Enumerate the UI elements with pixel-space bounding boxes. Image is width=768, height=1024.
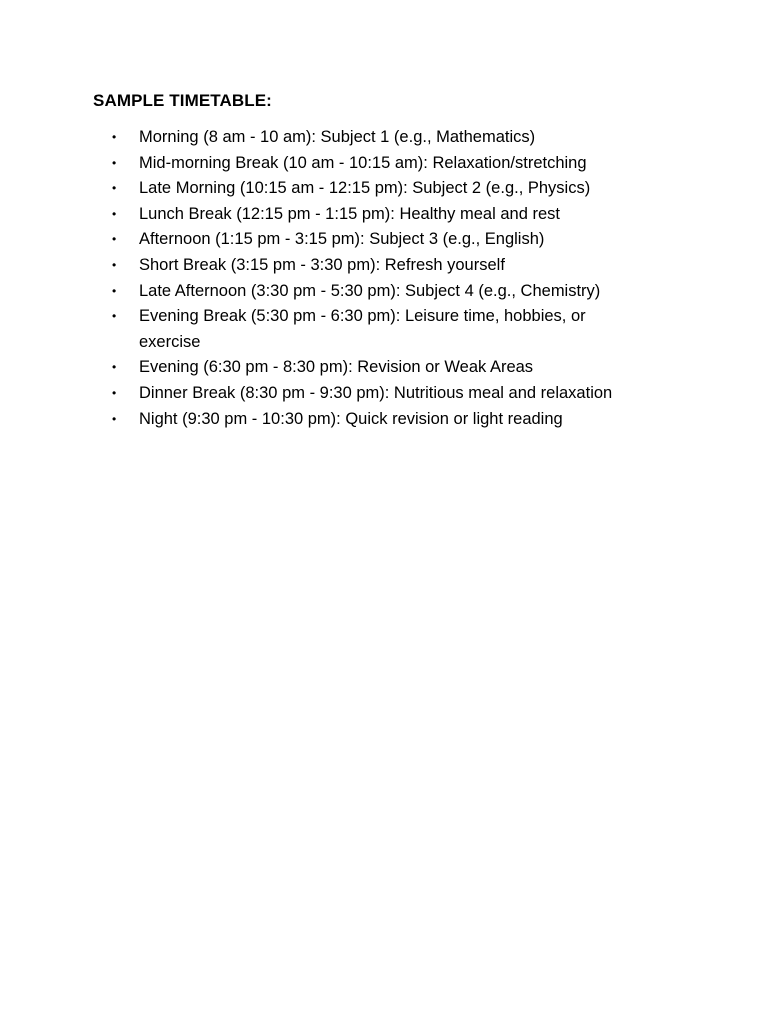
timetable-heading: SAMPLE TIMETABLE: bbox=[93, 91, 272, 110]
bullet-icon: • bbox=[112, 385, 117, 400]
list-item bbox=[112, 227, 672, 253]
list-item-text: Evening (6:30 pm - 8:30 pm): Revision or Weak Areas bbox=[139, 358, 534, 377]
bullet-icon: • bbox=[112, 309, 117, 324]
list-item bbox=[112, 253, 672, 279]
list-item-text: Morning (8 am - 10 am): Subject 1 (e.g., Mathematics) bbox=[139, 128, 536, 146]
list-item-text: Lunch Break (12:15 pm - 1:15 pm): Healthy meal and rest bbox=[139, 204, 560, 223]
list-item bbox=[112, 125, 672, 151]
list-item bbox=[112, 355, 672, 381]
list-item-text: Afternoon (1:15 pm - 3:15 pm): Subject 3 (e.g., English) bbox=[139, 230, 545, 249]
list-item-text: Night (9:30 pm - 10:30 pm): Quick revision or light reading bbox=[139, 409, 563, 428]
list-item bbox=[112, 407, 672, 433]
bullet-icon: • bbox=[112, 411, 117, 426]
list-item bbox=[112, 151, 672, 177]
bullet-icon: • bbox=[112, 360, 117, 375]
list-item-text: Mid-morning Break (10 am - 10:15 am): Relaxation/stretching bbox=[139, 153, 587, 172]
bullet-icon: • bbox=[112, 181, 117, 196]
list-item bbox=[112, 381, 672, 407]
list-item-text: Dinner Break (8:30 pm - 9:30 pm): Nutritious meal and relaxation bbox=[139, 383, 613, 402]
timetable-list bbox=[112, 125, 672, 432]
list-item bbox=[112, 176, 672, 202]
list-item-text: Short Break (3:15 pm - 3:30 pm): Refresh yourself bbox=[139, 255, 505, 274]
list-item-text: Late Afternoon (3:30 pm - 5:30 pm): Subject 4 (e.g., Chemistry) bbox=[139, 281, 601, 300]
list-item bbox=[112, 202, 672, 228]
list-item-text: Evening Break (5:30 pm - 6:30 pm): Leisure time, hobbies, or exercise bbox=[139, 307, 586, 351]
bullet-icon: • bbox=[112, 232, 117, 247]
list-item-text: Late Morning (10:15 am - 12:15 pm): Subject 2 (e.g., Physics) bbox=[139, 179, 591, 198]
list-item bbox=[112, 304, 672, 355]
bullet-icon: • bbox=[112, 206, 117, 221]
bullet-icon: • bbox=[112, 130, 117, 144]
list-item bbox=[112, 279, 672, 305]
bullet-icon: • bbox=[112, 257, 117, 272]
bullet-icon: • bbox=[112, 283, 117, 298]
bullet-icon: • bbox=[112, 155, 117, 170]
